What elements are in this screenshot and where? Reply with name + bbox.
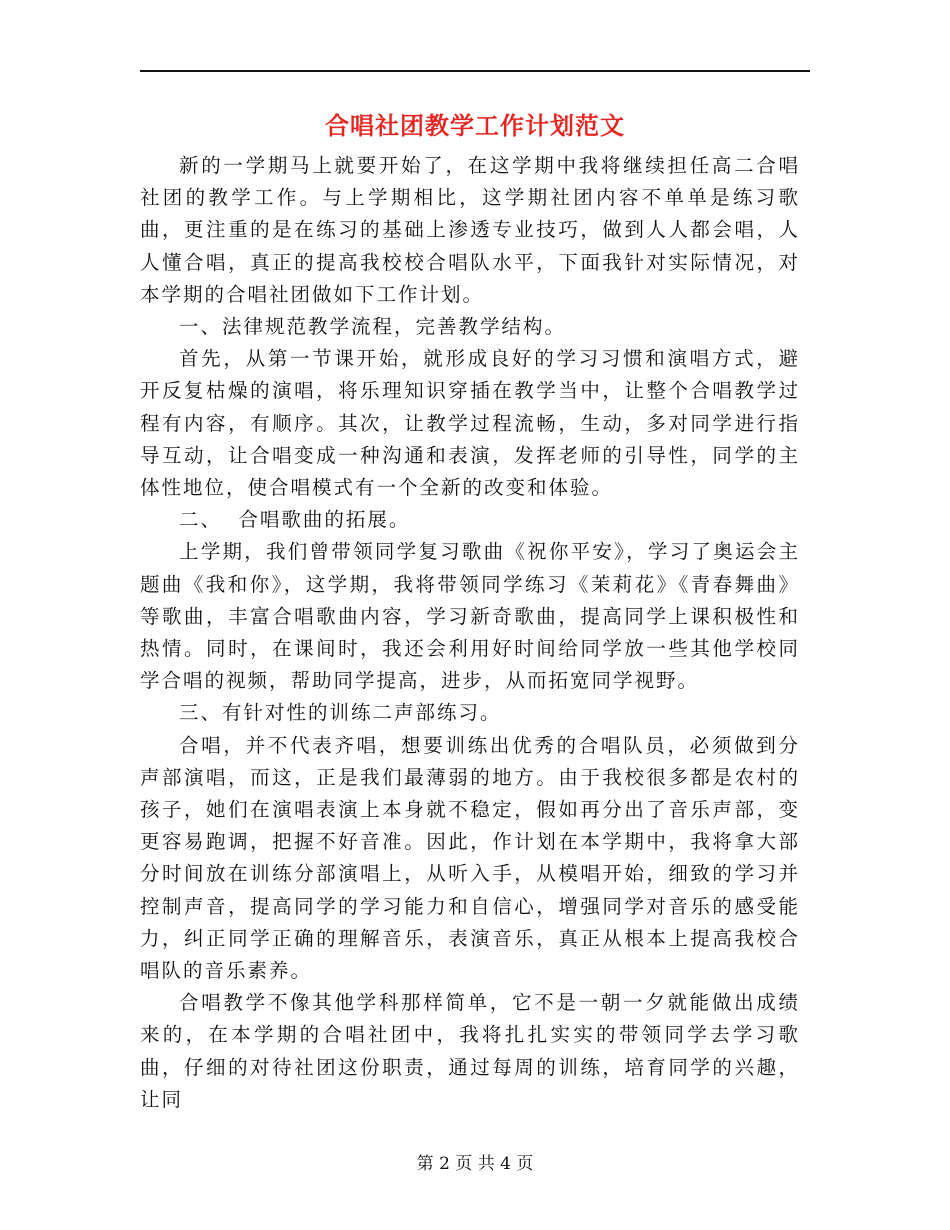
paragraph-section-1: 首先，从第一节课开始，就形成良好的学习习惯和演唱方式，避开反复枯燥的演唱，将乐理知识穿插在教学当中，让整个合唱教学过程有内容，有顺序。其次，让教学过程流畅，生动，多对同学进行指导互动，让合唱变成一种沟通和表演，发挥老师的引导性，同学的主体性地位，使合唱模式有一个全新的改变和体验。 bbox=[140, 347, 800, 500]
paragraph-intro: 新的一学期马上就要开始了，在这学期中我将继续担任高二合唱社团的教学工作。与上学期相比，这学期社团内容不单单是练习歌曲，更注重的是在练习的基础上渗透专业技巧，做到人人都会唱，人人懂合唱，真正的提高我校校合唱队水平，下面我针对实际情况，对本学期的合唱社团做如下工作计划。 bbox=[140, 154, 800, 306]
header-rule bbox=[140, 70, 810, 72]
section-heading-1: 一、法律规范教学流程，完善教学结构。 bbox=[179, 315, 567, 339]
paragraph-closing: 合唱教学不像其他学科那样简单，它不是一朝一夕就能做出成绩来的，在本学期的合唱社团中，我将扎扎实实的带领同学去学习歌曲，仔细的对待社团这份职责，通过每周的训练，培育同学的兴趣，让同 bbox=[140, 991, 800, 1111]
section-heading-2: 二、 合唱歌曲的拓展。 bbox=[179, 508, 411, 532]
document-body bbox=[140, 150, 800, 1116]
page-number: 第 2 页 共 4 页 bbox=[416, 1154, 534, 1174]
section-heading-3: 三、有针对性的训练二声部练习。 bbox=[179, 701, 502, 725]
paragraph-section-2: 上学期，我们曾带领同学复习歌曲《祝你平安》，学习了奥运会主题曲《我和你》，这学期，我将带领同学练习《茉莉花》《青春舞曲》等歌曲，丰富合唱歌曲内容，学习新奇歌曲，提高同学上课积极性和热情。同时，在课间时，我还会利用好时间给同学放一些其他学校同学合唱的视频，帮助同学提高，进步，从而拓宽同学视野。 bbox=[140, 540, 800, 693]
paragraph-section-3: 合唱，并不代表齐唱，想要训练出优秀的合唱队员，必须做到分声部演唱，而这，正是我们最薄弱的地方。由于我校很多都是农村的孩子，她们在演唱表演上本身就不稳定，假如再分出了音乐声部，变更容易跑调，把握不好音准。因此，作计划在本学期中，我将拿大部分时间放在训练分部演唱上，从听入手，从模唱开始，细致的学习并控制声音，提高同学的学习能力和自信心，增强同学对音乐的感受能力，纠正同学正确的理解音乐，表演音乐，真正从根本上提高我校合唱队的音乐素养。 bbox=[140, 733, 800, 983]
document-title: 合唱社团教学工作计划范文 bbox=[325, 111, 625, 140]
